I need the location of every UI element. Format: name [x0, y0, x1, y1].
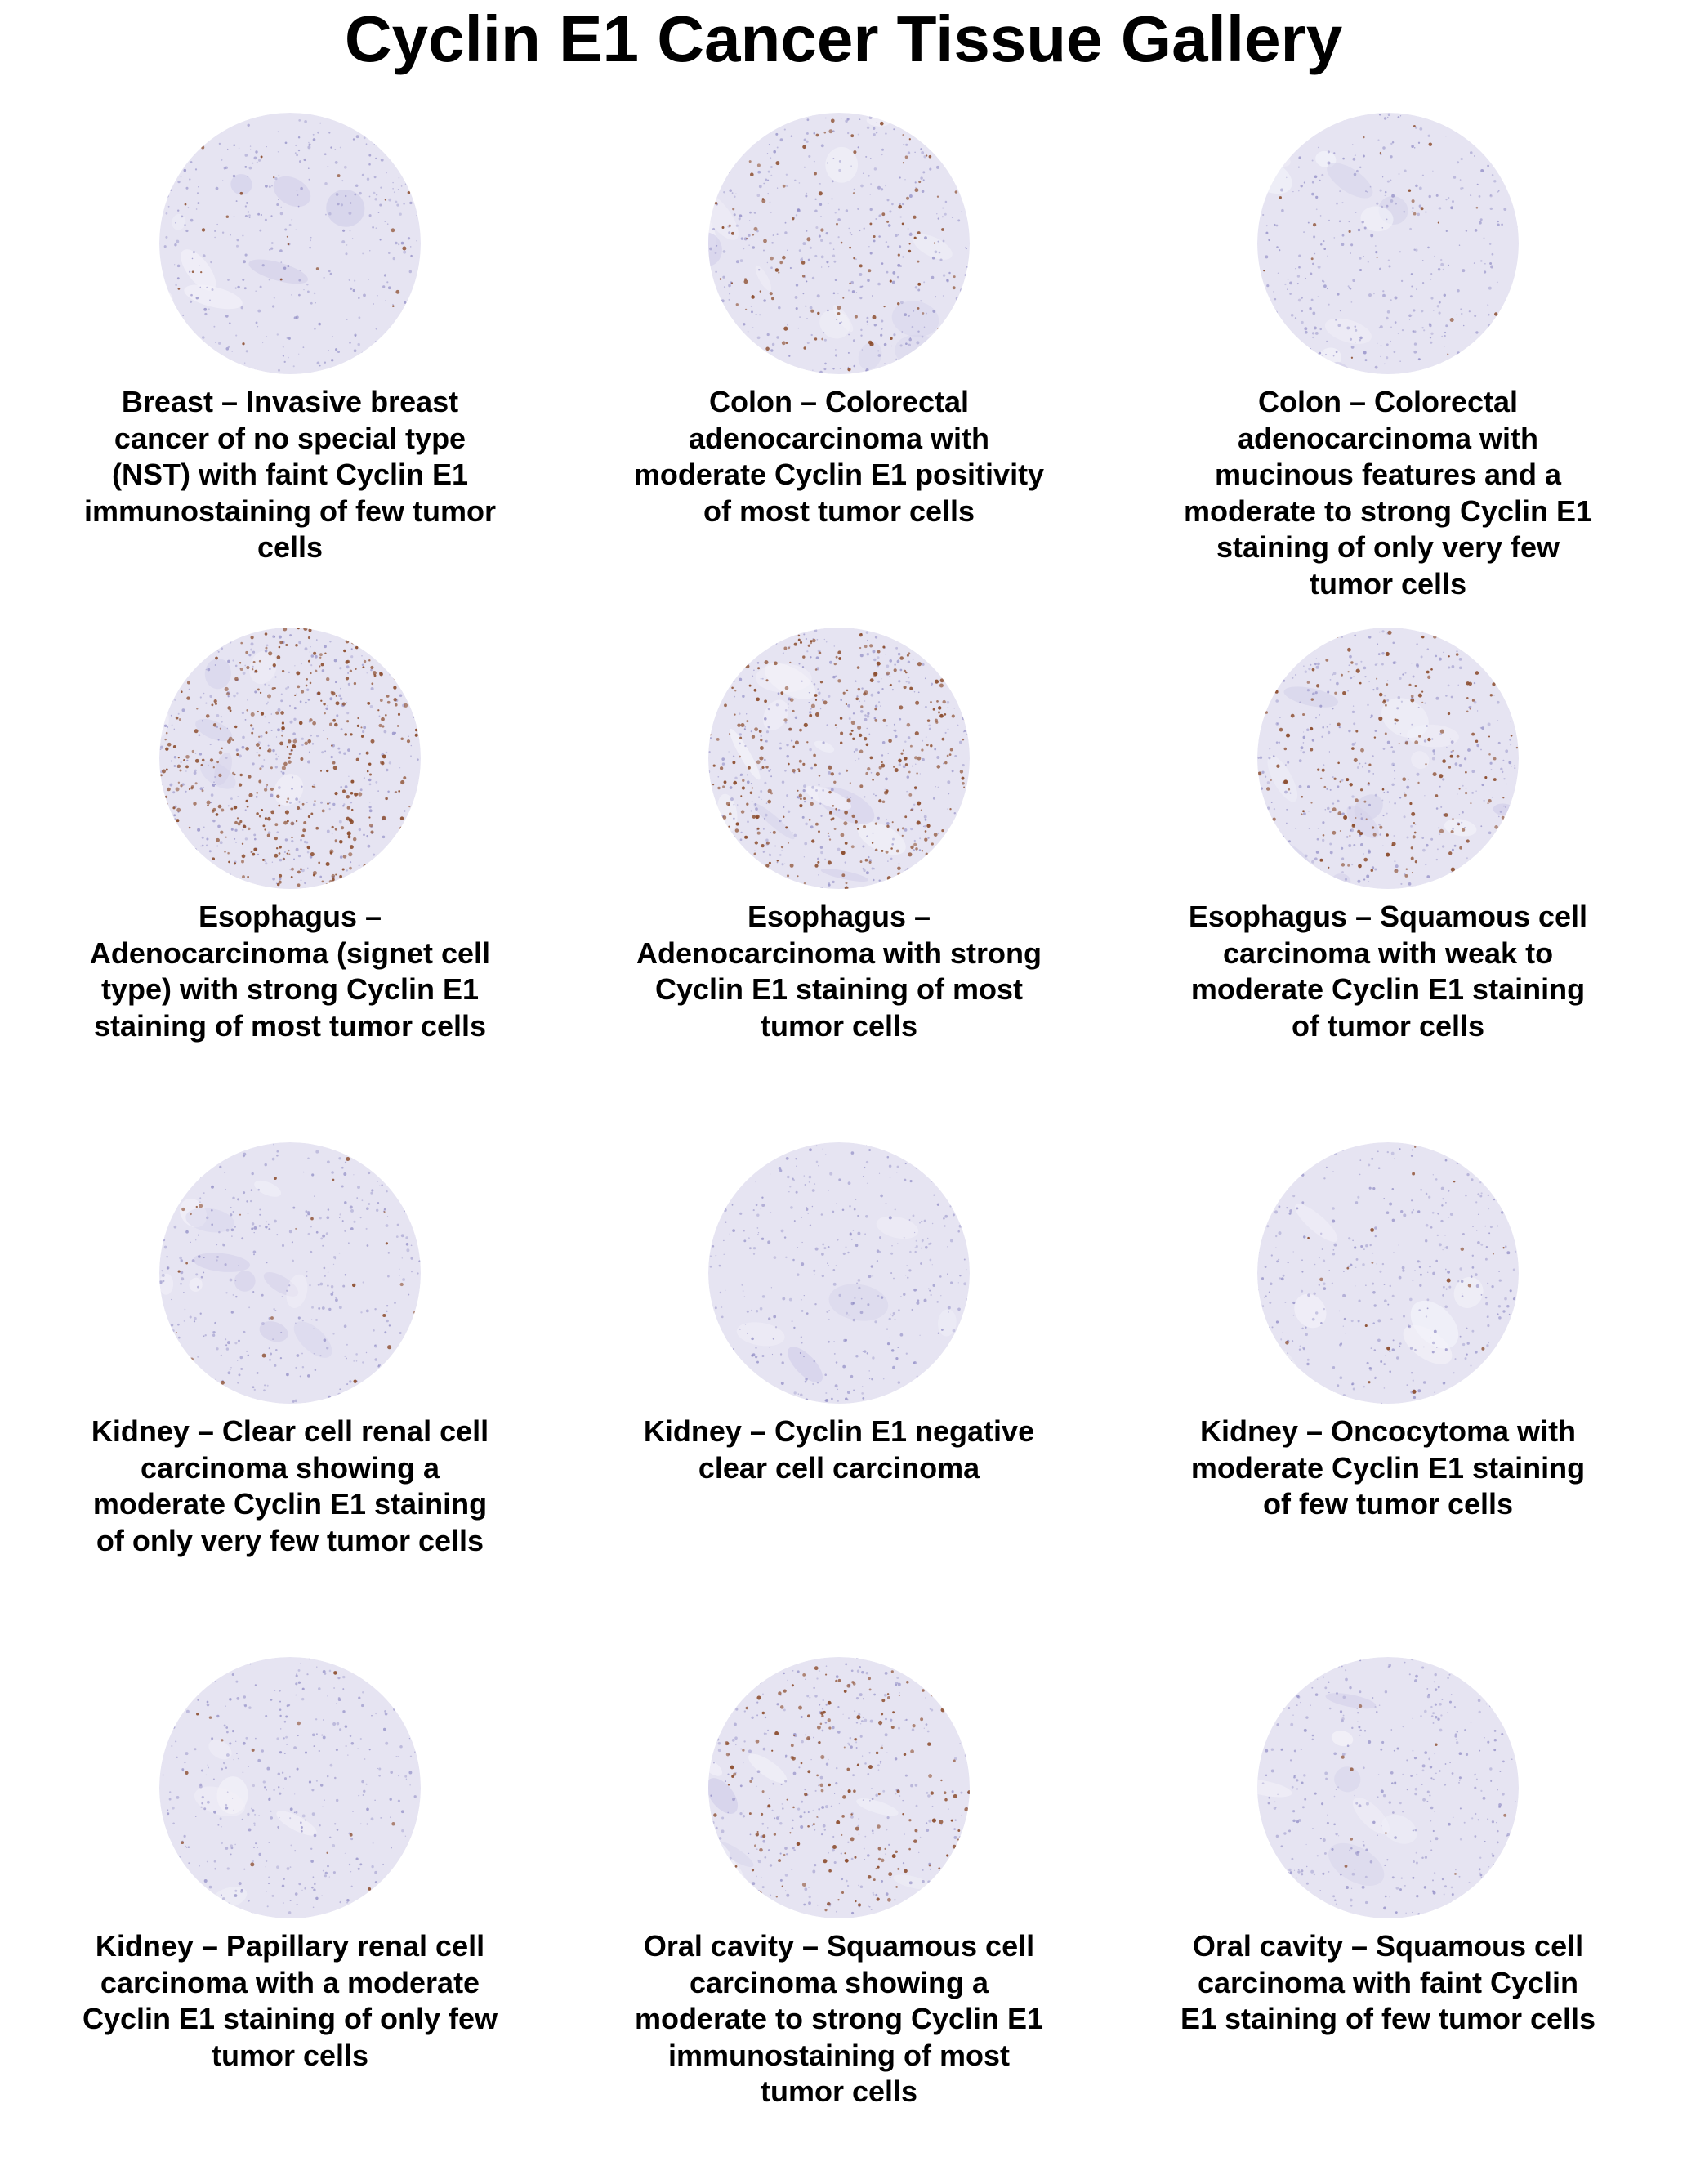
tissue-caption: Oral cavity – Squamous cell carcinoma with faint Cyclin E1 staining of few tumor cells: [1180, 1929, 1596, 2035]
tissue-core-image: [708, 628, 970, 889]
tissue-caption: Kidney – Clear cell renal cell carcinoma showing a moderate Cyclin E1 staining of only very few tumor cells: [91, 1414, 489, 1557]
tissue-core-image: [159, 1657, 421, 1918]
tissue-caption: Esophagus – Adenocarcinoma (signet cell type) with strong Cyclin E1 staining of most tumor cells: [89, 900, 491, 1043]
tissue-core-image: [1257, 1657, 1519, 1918]
tissue-caption: Breast – Invasive breast cancer of no special type (NST) with faint Cyclin E1 immunostaining of few tumor cells: [84, 385, 496, 564]
tissue-caption: Kidney – Oncocytoma with moderate Cyclin E1 staining of few tumor cells: [1190, 1414, 1586, 1521]
tissue-core-image: [708, 113, 970, 374]
tissue-core-image: [1257, 113, 1519, 374]
tissue-core-image: [159, 628, 421, 889]
tissue-caption: Esophagus – Squamous cell carcinoma with weak to moderate Cyclin E1 staining of tumor cells: [1188, 900, 1588, 1043]
tissue-caption: Colon – Colorectal adenocarcinoma with mucinous features and a moderate to strong Cyclin E1 staining of only very few tumor cells: [1183, 385, 1593, 601]
tissue-core-image: [1257, 1142, 1519, 1404]
tissue-core-image: [159, 113, 421, 374]
tissue-caption: Kidney – Papillary renal cell carcinoma with a moderate Cyclin E1 staining of only few tumor cells: [82, 1929, 498, 2072]
tissue-caption: Esophagus – Adenocarcinoma with strong Cyclin E1 staining of most tumor cells: [636, 900, 1042, 1043]
tissue-caption: Colon – Colorectal adenocarcinoma with moderate Cyclin E1 positivity of most tumor cells: [633, 385, 1045, 528]
tissue-caption: Oral cavity – Squamous cell carcinoma showing a moderate to strong Cyclin E1 immunostaining of most tumor cells: [634, 1929, 1044, 2108]
tissue-core-image: [1257, 628, 1519, 889]
tissue-core-image: [708, 1142, 970, 1404]
tissue-core-image: [708, 1657, 970, 1918]
tissue-caption: Kidney – Cyclin E1 negative clear cell carcinoma: [643, 1414, 1035, 1485]
tissue-core-image: [159, 1142, 421, 1404]
page-title: Cyclin E1 Cancer Tissue Gallery: [344, 2, 1343, 75]
